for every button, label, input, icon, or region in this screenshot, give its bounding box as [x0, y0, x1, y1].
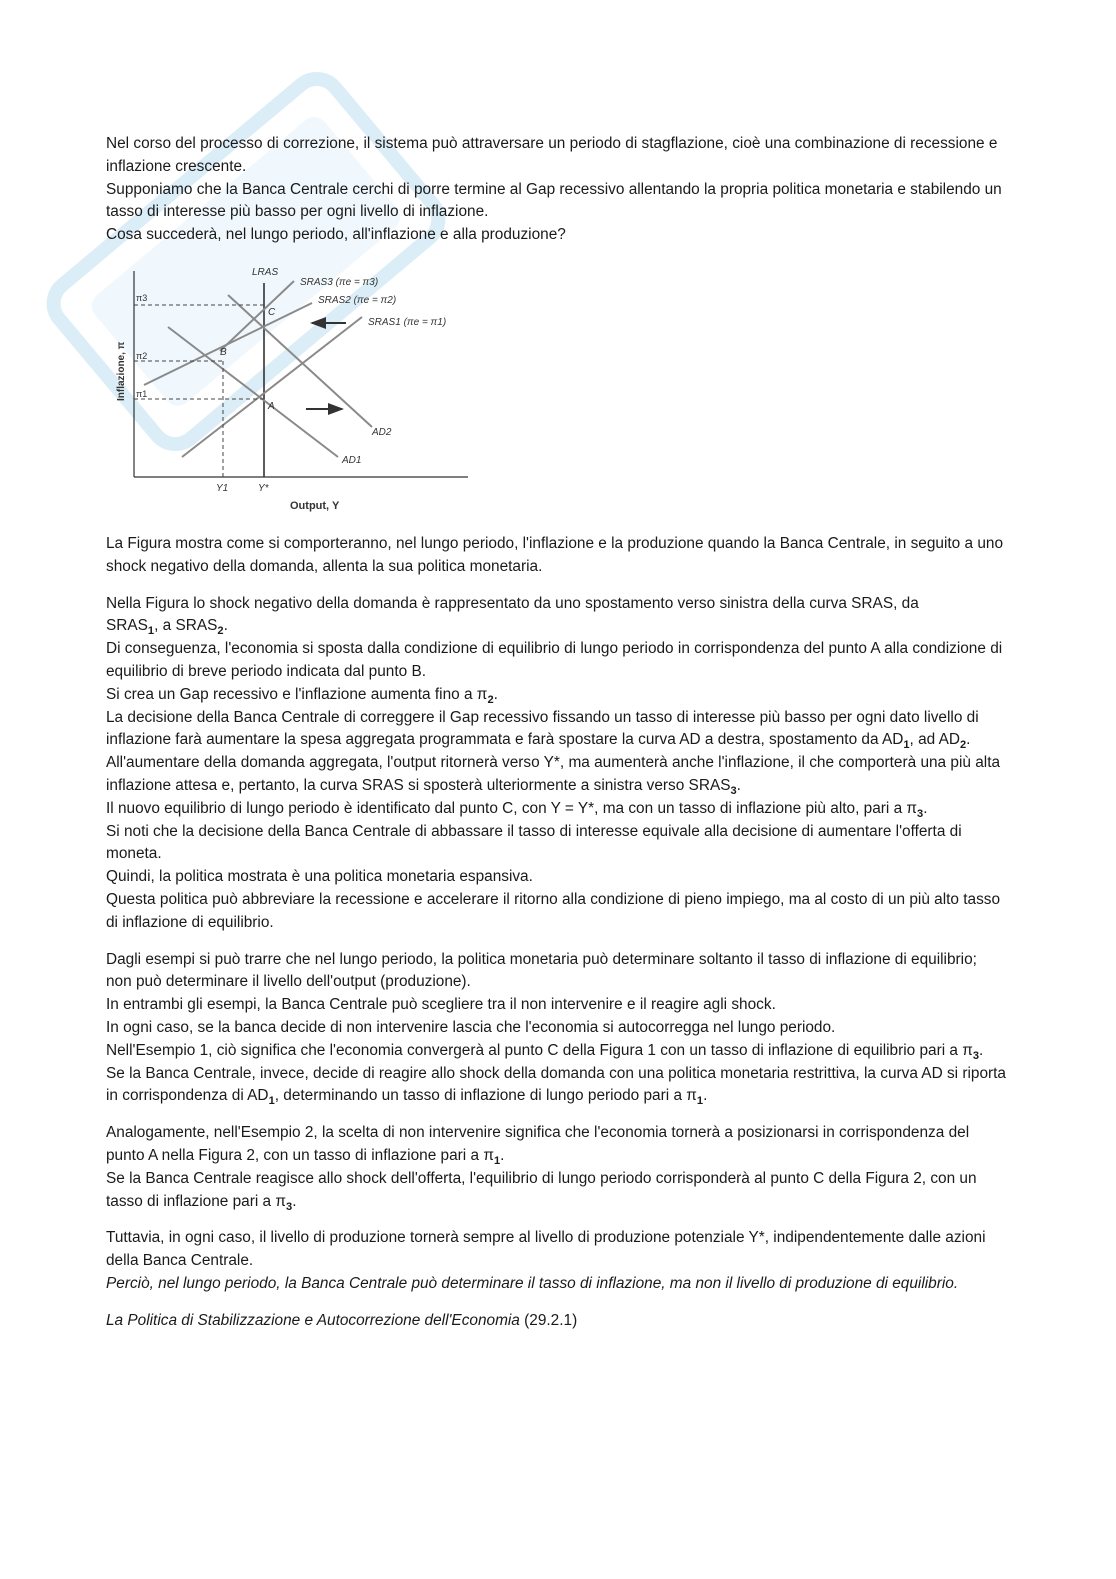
document-body: [106, 133, 1006, 1346]
para2-line-10: Questa politica può abbreviare la recessione e accelerare il ritorno alla condizione di pieno impiego, ma al costo di un più alto tasso di inflazione di equilibrio.: [106, 890, 1001, 931]
para4-line-2: Se la Banca Centrale reagisce allo shock dell'offerta, l'equilibrio di lungo periodo corrisponderà al punto C della Figura 2, con un tasso di inflazione pari a $\pi_3$.: [106, 1169, 977, 1213]
intro-line-3: Cosa succederà, nel lungo periodo, all'inflazione e alla produzione?: [106, 226, 566, 244]
intro-line-1: Nel corso del processo di correzione, il sistema può attraversare un periodo di stagflazione, cioè una combinazione di recessione e inflazione crescente.: [106, 135, 998, 175]
para2-line-1: Nella Figura lo shock negativo della domanda è rappresentato da uno spostamento verso sinistra della curva SRAS, da: [106, 594, 919, 612]
para2-line-8: Si noti che la decisione della Banca Centrale di abbassare il tasso di interesse equivale alla decisione di aumentare l'offerta di moneta.: [106, 822, 962, 863]
para5-conclusion: Perciò, nel lungo periodo, la Banca Centrale può determinare il tasso di inflazione, ma non il livello di produzione di equilibrio.: [106, 1274, 959, 1292]
section-number: (29.2.1): [524, 1311, 578, 1329]
lras-label: LRAS: [252, 266, 279, 278]
ad2-label: AD2: [372, 426, 392, 438]
para2-line-7: Il nuovo equilibrio di lungo periodo è identificato dal punto C, con Y = Y*, ma con un tasso di inflazione più alto, pari a $\pi_3$.: [106, 799, 928, 820]
para3-line-2: In entrambi gli esempi, la Banca Centrale può scegliere tra il non intervenire e il reagire agli shock.: [106, 996, 776, 1014]
para5-line-1: Tuttavia, in ogni caso, il livello di produzione tornerà sempre al livello di produzione potenziale Y*, indipendentemente dalle azioni della Banca Centrale.: [106, 1229, 986, 1270]
ad1-line: [168, 327, 338, 457]
sras1-label: SRAS1 (πe = π1): [368, 316, 447, 328]
pi2-tick: π2: [136, 350, 148, 361]
intro-line-2: Supponiamo che la Banca Centrale cerchi di porre termine al Gap recessivo allentando la propria politica monetaria e stabilendo un tasso di interesse più basso per ogni livello di inflazione.: [106, 180, 1002, 221]
para3-line-3: In ogni caso, se la banca decide di non intervenire lascia che l'economia si autocorregga nel lungo periodo.: [106, 1018, 836, 1036]
para3-line-4: Nell'Esempio 1, ciò significa che l'economia convergerà al punto C della Figura 1 con un tasso di inflazione di equilibrio pari a $\pi_3$.: [106, 1041, 984, 1062]
para-4: [106, 1122, 1006, 1213]
section-reference: [106, 1310, 1006, 1333]
point-b-label: B: [220, 346, 227, 358]
para-2: [106, 593, 1006, 935]
pi3-tick: π3: [136, 292, 148, 303]
point-a-label: A: [268, 400, 275, 412]
y-axis-label: Inflazione, π: [116, 341, 127, 401]
para2-line-6: All'aumentare della domanda aggregata, l'output ritornerà verso Y*, ma aumenterà anche l'inflazione, il che comporterà una più alta inflazione attesa e, pertanto, la curva SRAS si sposterà ulteriormente a sinistra verso $SRAS_3$.: [106, 754, 1001, 798]
para2-line-4: Si crea un Gap recessivo e l'inflazione aumenta fino a $\pi_2$.: [106, 685, 498, 706]
x-axis-label: Output, Y: [290, 499, 340, 512]
para2-line-2: $SRAS_1$, a $SRAS_2$.: [106, 617, 228, 638]
section-title: La Politica di Stabilizzazione e Autocorrezione dell'Economia: [106, 1311, 520, 1329]
sras1-line: [182, 317, 362, 457]
para2-line-9: Quindi, la politica mostrata è una politica monetaria espansiva.: [106, 868, 533, 886]
sras3-label: SRAS3 (πe = π3): [300, 276, 379, 288]
sras3-line: [220, 281, 294, 351]
para2-line-3: Di conseguenza, l'economia si sposta dalla condizione di equilibrio di lungo periodo in corrispondenza del punto A alla condizione di equilibrio di breve periodo indicata dal punto B.: [106, 640, 1003, 680]
para-1: La Figura mostra come si comporteranno, nel lungo periodo, l'inflazione e la produzione quando la Banca Centrale, in seguito a uno shock negativo della domanda, allenta la sua politica monetaria.: [106, 534, 1004, 575]
para3-line-5: Se la Banca Centrale, invece, decide di reagire allo shock della domanda con una politica monetaria restrittiva, la curva AD si riporta in corrispondenza di $AD_1$, determinando un tasso di inflazione di lungo periodo pari a $\pi_1$.: [106, 1064, 1006, 1108]
para4-line-1: Analogamente, nell'Esempio 2, la scelta di non intervenire significa che l'economia tornerà a posizionarsi in corrispondenza del punto A nella Figura 2, con un tasso di inflazione pari a $\pi_1$.: [106, 1124, 970, 1167]
point-c-label: C: [268, 306, 276, 318]
ad2-line: [228, 295, 372, 427]
para3-line-1: Dagli esempi si può trarre che nel lungo periodo, la politica monetaria può determinare soltanto il tasso di inflazione di equilibrio; non può determinare il livello dell'output (produzione).: [106, 950, 977, 991]
para2-line-5: La decisione della Banca Centrale di correggere il Gap recessivo fissando un tasso di interesse più basso per ogni dato livello di inflazione farà aumentare la spesa aggregata programmata e farà spostare la curva AD a destra, spostamento da $AD_1$, ad $AD_2$.: [106, 708, 979, 752]
pi1-tick: π1: [136, 388, 148, 399]
ad1-label: AD1: [342, 454, 362, 466]
intro-paragraph: [106, 133, 1006, 247]
y1-tick: Y1: [216, 482, 229, 494]
para-3: [106, 949, 1006, 1109]
ystar-tick: Y*: [258, 482, 269, 494]
para-5: [106, 1227, 1006, 1295]
sras2-label: SRAS2 (πe = π2): [318, 294, 397, 306]
sras-ad-figure: [110, 261, 490, 519]
